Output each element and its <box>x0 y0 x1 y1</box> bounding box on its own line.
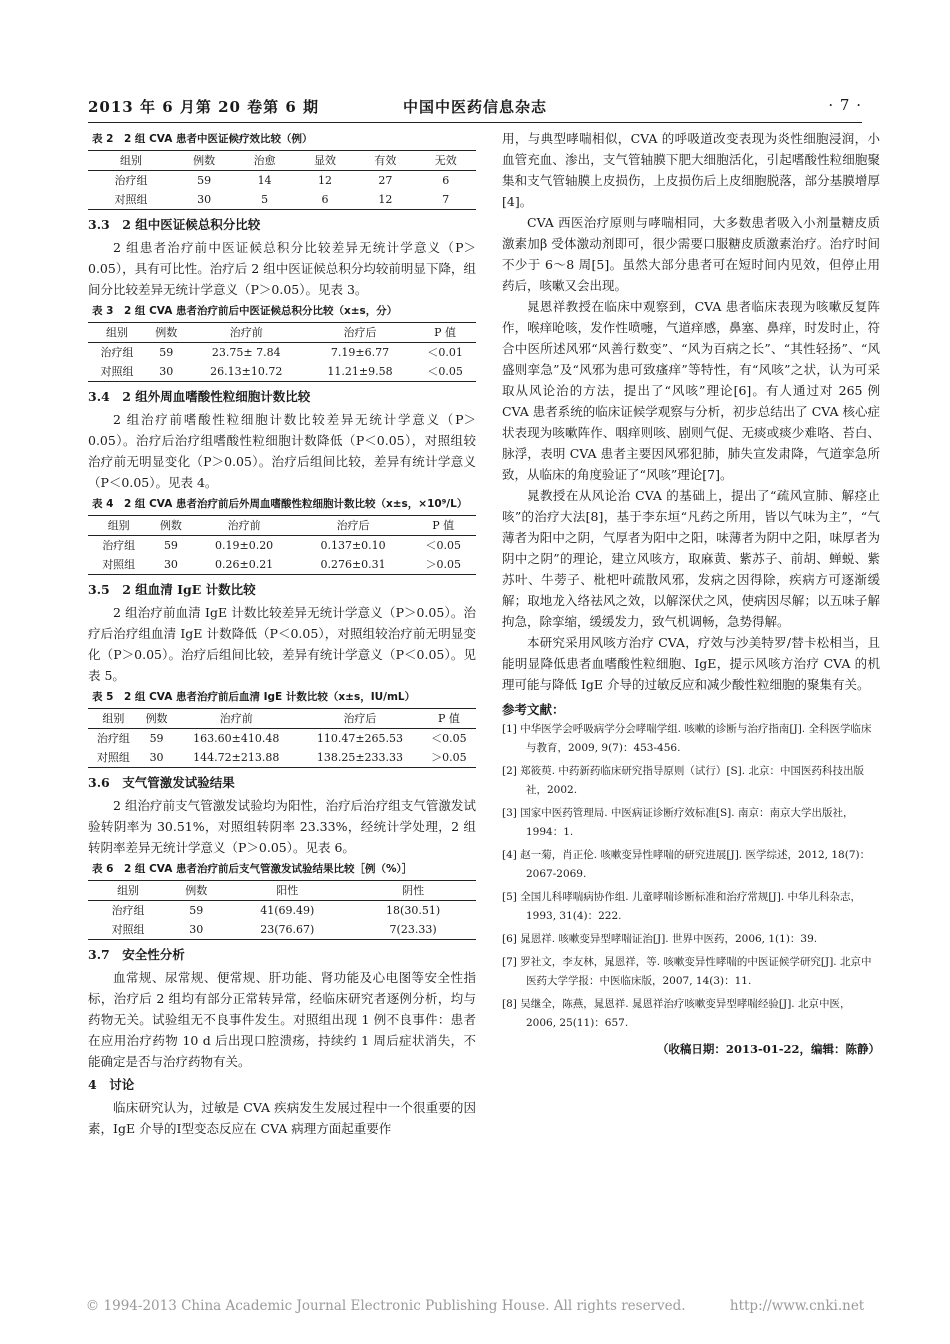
table-6 <box>88 880 476 940</box>
reference-item: [7] 罗社文，李友林，晁恩祥，等. 咳嗽变异性哮喘的中医证候学研究[J]. 北京中医药大学学报：中医临床版，2007, 14(3)：11. <box>502 956 872 987</box>
reference-item: [8] 吴继全，陈燕，晁恩祥. 晁恩祥治疗咳嗽变异型哮喘经验[J]. 北京中医，2006, 25(11)：657. <box>502 998 851 1029</box>
table-cell: ＜0.05 <box>414 362 476 382</box>
table-header-cell: 治疗后 <box>298 709 422 729</box>
section-4-title: 4 讨论 <box>88 1077 135 1092</box>
table-cell: 对照组 <box>88 748 139 768</box>
table-cell: 163.60±410.48 <box>193 732 280 745</box>
table-cell: 26.13±10.72 <box>187 362 306 382</box>
reference-item: [5] 全国儿科哮喘病协作组. 儿童哮喘诊断标准和治疗常规[J]. 中华儿科杂志，1993, 31(4)：222. <box>502 891 861 922</box>
table-cell: 30 <box>174 190 234 210</box>
table-cell: 30 <box>146 362 187 382</box>
table-header-cell: 治疗后 <box>306 323 414 343</box>
table-cell: 30 <box>168 920 224 940</box>
table-4 <box>88 515 476 575</box>
references-title: 参考文献： <box>502 702 565 717</box>
reference-item: [2] 郑筱萸. 中药新药临床研究指导原则（试行）[S]. 北京：中国医药科技出版社，2002. <box>502 765 864 796</box>
table-2 <box>88 150 476 210</box>
table-cell: 11.21±9.58 <box>306 362 414 382</box>
table-cell: 对照组 <box>88 555 149 575</box>
left-column <box>88 128 476 1139</box>
table-cell: 30 <box>149 555 192 575</box>
table-cell: 12 <box>355 190 415 210</box>
discussion-para-4: 晁教授在从风论治 CVA 的基础上，提出了“疏风宣肺、解痉止咳”的治疗大法[8]，基于李东垣“凡药之所用，皆以气味为主”，“气薄者为阳中之阴，气厚者为阳中之阳，味薄者为阴中之阳，味厚者为阴中之阴”的理论，建立风咳方，取麻黄、紫苏子、前胡、蝉蜕、紫苏叶、牛蒡子、枇杷叶疏散风邪，发病之因得除，疾病方可逐渐缓解；取地龙入络祛风之效，以解深伏之风，使病因尽解；以五味子解拘急，除挛缩，缓缓发力，致气机调畅，急势得解。 <box>502 488 880 629</box>
table-cell: ＜0.05 <box>425 539 461 552</box>
right-column <box>502 128 880 1060</box>
section-3-4-title: 3.4 2 组外周血嗜酸性粒细胞计数比较 <box>88 389 311 404</box>
discussion-para-1: 用，与典型哮喘相似，CVA 的呼吸道改变表现为炎性细胞浸润，小血管充血、渗出，支气管轴膜下肥大细胞活化，引起嗜酸性粒细胞聚集和支气管轴膜上皮损伤，上皮损伤后上皮细胞脱落，部分基膜增厚[4]。 <box>502 131 880 209</box>
table-header-cell: 无效 <box>416 151 476 171</box>
table-cell: 治疗组 <box>102 539 136 552</box>
table-cell: 144.72±213.88 <box>174 748 298 768</box>
issue-info: 2013 年 6 月第 20 卷第 6 期 <box>88 98 320 116</box>
table-row <box>88 901 476 921</box>
table-cell: 对照组 <box>88 920 168 940</box>
reference-item: [3] 国家中医药管理局. 中医病证诊断疗效标准[S]. 南京：南京大学出版社，1994：1. <box>502 807 854 838</box>
section-3-5-title: 3.5 2 组血清 IgE 计数比较 <box>88 582 256 597</box>
table-row <box>88 555 476 575</box>
table-row <box>88 729 476 749</box>
table-cell: 59 <box>163 539 178 552</box>
table-cell: 23.75± 7.84 <box>211 346 281 359</box>
discussion-para-2: CVA 西医治疗原则与哮喘相同，大多数患者吸入小剂量糖皮质激素加β 受体激动剂即可，很少需要口服糖皮质激素治疗。治疗时间不少于 6～8 周[5]。虽然大部分患者可在短时间内见效，但停止用药后，咳嗽又会出现。 <box>502 215 880 293</box>
table-cell: ＜0.05 <box>431 732 467 745</box>
table-6-caption: 表 6 2 组 CVA 患者治疗前后支气管激发试验结果比较［例（%）］ <box>92 863 413 875</box>
table-cell: 5 <box>234 190 294 210</box>
section-3-7-text: 血常规、尿常规、便常规、肝功能、肾功能及心电图等安全性指标，治疗后 2 组均有部分正常转异常，经临床研究者逐例分析，均与药物无关。试验组无不良事件发生。对照组出现 1 例不良事件：患者在应用治疗药物 10 d 后出现口腔溃疡，持续约 1 周后症状消失，不能确定是否与治疗药物有关。 <box>88 970 476 1069</box>
table-header-cell: 治疗前 <box>193 516 296 536</box>
reference-item: [1] 中华医学会呼吸病学分会哮喘学组. 咳嗽的诊断与治疗指南[J]. 全科医学临床与教育，2009, 9(7)：453-456. <box>502 723 872 754</box>
table-cell: 14 <box>257 174 272 187</box>
table-header-cell: 阴性 <box>350 881 476 901</box>
table-header-cell: P 值 <box>414 323 476 343</box>
table-cell: 7(23.33) <box>350 920 476 940</box>
table-cell: 0.137±0.10 <box>320 539 386 552</box>
table-cell: ＞0.05 <box>410 555 476 575</box>
table-header-cell: 例数 <box>146 323 187 343</box>
table-row <box>88 190 476 210</box>
table-cell: 6 <box>442 174 450 187</box>
table-5 <box>88 708 476 768</box>
table-row <box>88 343 476 363</box>
table-cell: 23(76.67) <box>224 920 350 940</box>
table-cell: 41(69.49) <box>260 904 315 917</box>
table-row <box>88 171 476 191</box>
table-header-cell: 阳性 <box>224 881 350 901</box>
table-cell: 59 <box>197 174 212 187</box>
section-3-6-title: 3.6 支气管激发试验结果 <box>88 775 235 790</box>
reference-item: [6] 晁恩祥. 咳嗽变异型哮喘证治[J]. 世界中医药，2006, 1(1)：39. <box>502 933 818 945</box>
table-cell: 110.47±265.53 <box>316 732 404 745</box>
table-header-cell: 组别 <box>88 881 168 901</box>
table-header-cell: 显效 <box>295 151 355 171</box>
section-4-text: 临床研究认为，过敏是 CVA 疾病发生发展过程中一个很重要的因素，IgE 介导的Ⅰ型变态反应在 CVA 病理方面起重要作 <box>88 1100 476 1136</box>
table-cell: 治疗组 <box>111 904 145 917</box>
table-cell: 59 <box>159 346 174 359</box>
table-row <box>88 920 476 940</box>
section-3-3-text: 2 组患者治疗前中医证候总积分比较差异无统计学意义（P＞0.05），具有可比性。治疗后 2 组中医证候总积分均较前明显下降，组间分比较差异无统计学意义（P＞0.05）。见表 3。 <box>88 240 476 297</box>
copyright-text: © 1994-2013 China Academic Journal Electronic Publishing House. All rights reserved. <box>85 1298 686 1314</box>
table-cell: 治疗组 <box>96 732 130 745</box>
table-cell: 治疗组 <box>114 174 148 187</box>
discussion-para-5: 本研究采用风咳方治疗 CVA，疗效与沙美特罗/替卡松相当，且能明显降低患者血嗜酸性粒细胞、IgE，提示风咳方治疗 CVA 的机理可能与降低 IgE 介导的过敏反应和减少酸性粒细胞的聚集有关。 <box>502 635 880 692</box>
table-cell: ＜0.01 <box>427 346 463 359</box>
table-cell: 30 <box>139 748 175 768</box>
table-cell: 27 <box>378 174 393 187</box>
received-date: （收稿日期：2013-01-22，编辑：陈静） <box>656 1042 880 1056</box>
section-3-4-text: 2 组治疗前嗜酸性粒细胞计数比较差异无统计学意义（P＞0.05）。治疗后治疗组嗜酸性粒细胞计数降低（P＜0.05），对照组较治疗前无明显变化（P＞0.05）。治疗后组间比较，差异有统计学意义（P＜0.05）。见表 4。 <box>88 412 476 490</box>
table-header-cell: 治疗前 <box>174 709 298 729</box>
table-2-caption: 表 2 2 组 CVA 患者中医证候疗效比较（例） <box>92 133 313 145</box>
table-cell: 0.19±0.20 <box>214 539 274 552</box>
section-3-7-title: 3.7 安全性分析 <box>88 947 185 962</box>
running-header <box>88 94 862 123</box>
site-url: http://www.cnki.net <box>729 1298 865 1314</box>
table-header-cell: 例数 <box>174 151 234 171</box>
table-row <box>88 536 476 556</box>
table-header-cell: 有效 <box>355 151 415 171</box>
table-cell: 6 <box>295 190 355 210</box>
page-number: · 7 · <box>828 96 862 114</box>
table-cell: 18(30.51) <box>386 904 441 917</box>
reference-list <box>502 720 880 1033</box>
table-cell: 59 <box>149 732 164 745</box>
section-3-5-text: 2 组治疗前血清 IgE 计数比较差异无统计学意义（P＞0.05）。治疗后治疗组血清 IgE 计数降低（P＜0.05），对照组较治疗前无明显变化（P＞0.05）。治疗后组间比较，差异有统计学意义（P＜0.05）。见表 5。 <box>88 605 476 683</box>
table-4-caption: 表 4 2 组 CVA 患者治疗前后外周血嗜酸性粒细胞计数比较（x±s，×10⁹/L） <box>92 498 468 510</box>
copyright-footer <box>0 1298 950 1314</box>
table-cell: ＞0.05 <box>422 748 476 768</box>
table-cell: 0.26±0.21 <box>193 555 296 575</box>
table-3 <box>88 322 476 382</box>
table-header-cell: 例数 <box>139 709 175 729</box>
table-header-cell: 组别 <box>88 709 139 729</box>
table-cell: 治疗组 <box>100 346 134 359</box>
table-5-caption: 表 5 2 组 CVA 患者治疗前后血清 IgE 计数比较（x±s，IU/mL） <box>92 691 416 703</box>
table-cell: 7.19±6.77 <box>330 346 390 359</box>
table-row <box>88 748 476 768</box>
table-cell: 对照组 <box>88 362 146 382</box>
table-3-caption: 表 3 2 组 CVA 患者治疗前后中医证候总积分比较（x±s，分） <box>92 305 398 317</box>
table-header-cell: 治疗后 <box>296 516 411 536</box>
table-header-cell: 治疗前 <box>187 323 306 343</box>
table-header-cell: P 值 <box>422 709 476 729</box>
table-header-cell: 组别 <box>88 516 149 536</box>
reference-item: [4] 赵一菊，肖正伦. 咳嗽变异性哮喘的研究进展[J]. 医学综述，2012, 18(7)：2067-2069. <box>502 849 871 880</box>
table-cell: 对照组 <box>88 190 174 210</box>
table-row <box>88 362 476 382</box>
table-header-cell: 组别 <box>88 151 174 171</box>
table-header-cell: 治愈 <box>234 151 294 171</box>
section-3-6-text: 2 组治疗前支气管激发试验均为阳性，治疗后治疗组支气管激发试验转阴率为 30.51%，对照组转阴率 23.33%，经统计学处理，2 组转阴率差异无统计学意义（P＞0.05）。见表 6。 <box>88 798 476 855</box>
table-header-cell: 例数 <box>168 881 224 901</box>
discussion-para-3: 晁恩祥教授在临床中观察到，CVA 患者临床表现为咳嗽反复阵作，喉痒呛咳，发作性喷嚏，气道痒感，鼻塞、鼻痒，时发时止，符合中医所述风邪“风善行数变”、“风为百病之长”、“其性轻扬”、“风盛则挛急”及“风邪为患可致瘙痒”等特性，有“风咳”之状，认为可采取从风论治的方法，提出了“风咳”理论[6]。有人通过对 265 例 CVA 患者系统的临床证候学观察与分析，初步总结出了 CVA 核心症状表现为咳嗽阵作、咽痒则咳、剧则气促、无痰或痰少难咯、苔白、脉浮，表明 CVA 患者主要因风邪犯肺，肺失宣发肃降，气道挛急所致，从临床的角度验证了“风咳”理论[7]。 <box>502 299 880 482</box>
table-cell: 12 <box>317 174 332 187</box>
table-header-cell: P 值 <box>410 516 476 536</box>
journal-title: 中国中医药信息杂志 <box>402 98 547 116</box>
table-cell: 59 <box>189 904 204 917</box>
table-cell: 138.25±233.33 <box>298 748 422 768</box>
section-3-3-title: 3.3 2 组中医证候总积分比较 <box>88 217 261 232</box>
table-header-cell: 组别 <box>88 323 146 343</box>
table-header-cell: 例数 <box>149 516 192 536</box>
table-cell: 7 <box>416 190 476 210</box>
table-cell: 0.276±0.31 <box>296 555 411 575</box>
